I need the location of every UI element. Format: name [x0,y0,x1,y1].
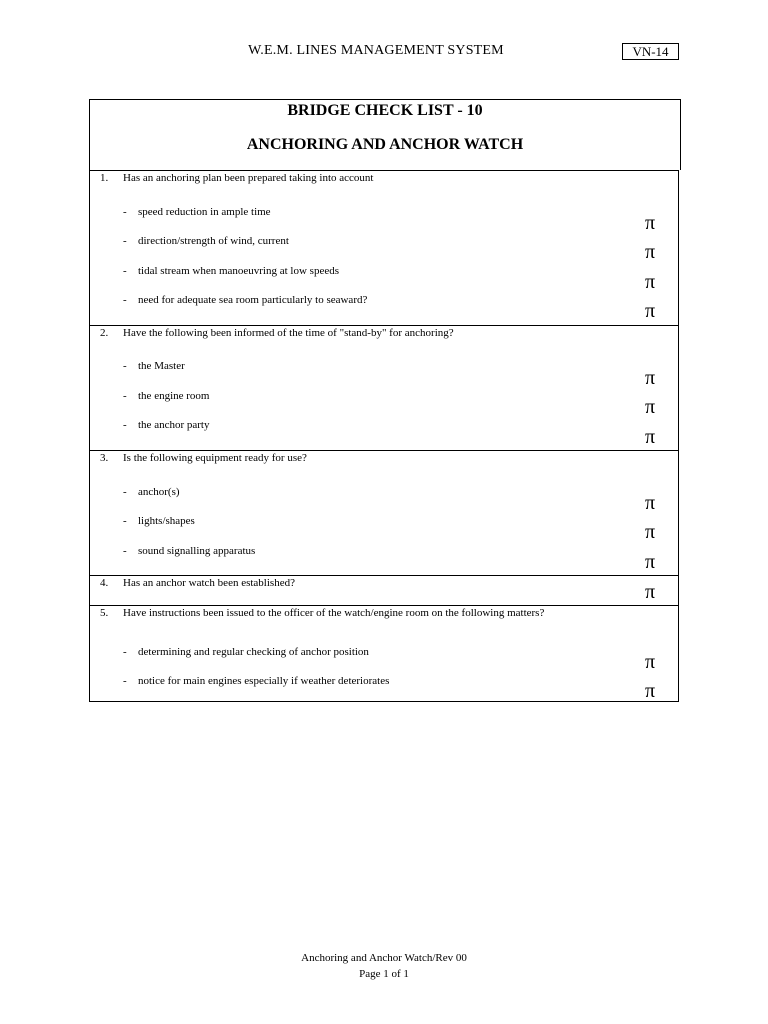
question-number: 3. [100,452,109,464]
checkbox-icon[interactable]: π [645,492,656,514]
checklist-subtitle: ANCHORING AND ANCHOR WATCH [246,136,524,153]
document-code-box: VN-14 [622,43,679,60]
title-box [89,99,681,170]
question-text: Have the following been informed of the time of "stand-by" for anchoring? [123,327,454,339]
checkbox-icon[interactable]: π [645,651,656,673]
item-text: the anchor party [138,419,210,431]
item-text: speed reduction in ample time [138,206,271,218]
checklist-table [89,170,679,702]
checklist-section [90,575,678,605]
question-number: 4. [100,577,109,589]
item-text: determining and regular checking of anchor position [138,646,369,658]
item-dash: - [123,419,127,431]
footer-document-name: Anchoring and Anchor Watch/Rev 00 [301,952,467,964]
checkbox-icon[interactable]: π [645,396,656,418]
item-dash: - [123,390,127,402]
question-text: Have instructions been issued to the officer of the watch/engine room on the following matters? [123,607,545,619]
item-dash: - [123,235,127,247]
item-text: the engine room [138,390,210,402]
question-number: 5. [100,607,109,619]
checkbox-icon[interactable]: π [645,300,656,322]
checkbox-icon[interactable]: π [645,426,656,448]
question-text: Has an anchoring plan been prepared taking into account [123,172,374,184]
item-dash: - [123,265,127,277]
question-text: Has an anchor watch been established? [123,577,295,589]
checklist-title: BRIDGE CHECK LIST - 10 [287,102,483,119]
checkbox-icon[interactable]: π [645,271,656,293]
item-dash: - [123,646,127,658]
item-text: anchor(s) [138,486,180,498]
checkbox-icon[interactable]: π [645,367,656,389]
checklist-section [90,605,678,701]
checkbox-icon[interactable]: π [645,581,656,603]
item-text: tidal stream when manoeuvring at low speeds [138,265,340,277]
checklist-section [90,325,678,450]
item-dash: - [123,675,127,687]
item-dash: - [123,486,127,498]
item-text: notice for main engines especially if weather deteriorates [138,675,390,687]
page-header-title: W.E.M. LINES MANAGEMENT SYSTEM [248,43,504,58]
checkbox-icon[interactable]: π [645,551,656,573]
item-dash: - [123,360,127,372]
question-text: Is the following equipment ready for use? [123,452,307,464]
item-text: lights/shapes [138,515,195,527]
question-number: 2. [100,327,109,339]
item-text: the Master [138,360,185,372]
checkbox-icon[interactable]: π [645,680,656,702]
checklist-section [90,450,678,575]
item-dash: - [123,515,127,527]
footer-page-number: Page 1 of 1 [359,968,409,980]
item-text: direction/strength of wind, current [138,235,289,247]
checklist-section [90,171,678,325]
item-dash: - [123,545,127,557]
checkbox-icon[interactable]: π [645,212,656,234]
item-dash: - [123,206,127,218]
checkbox-icon[interactable]: π [645,241,656,263]
question-number: 1. [100,172,109,184]
item-dash: - [123,294,127,306]
checkbox-icon[interactable]: π [645,521,656,543]
item-text: sound signalling apparatus [138,545,256,557]
item-text: need for adequate sea room particularly to seaward? [138,294,368,306]
